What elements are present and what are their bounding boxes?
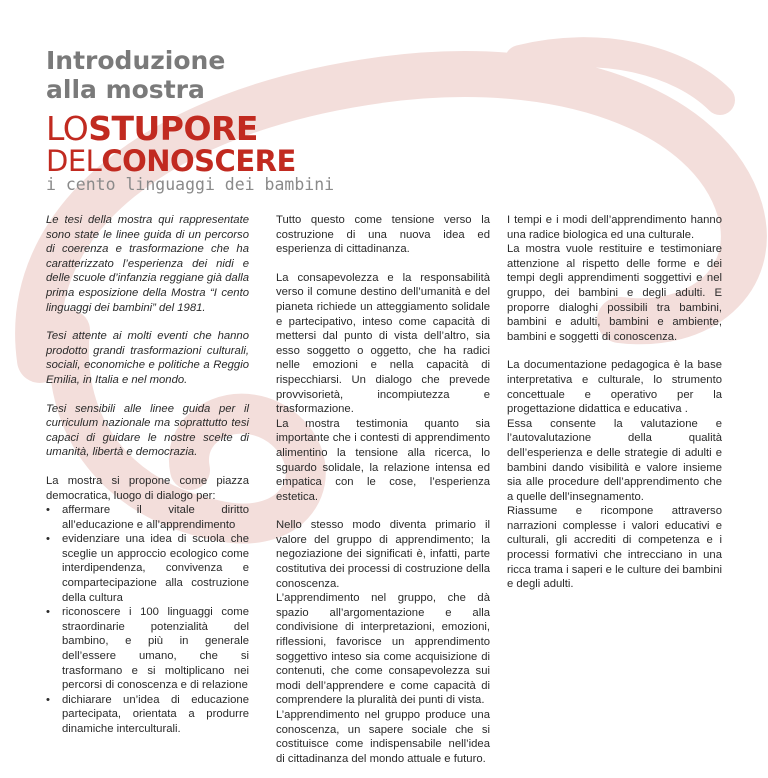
text-column-3 xyxy=(507,213,722,592)
italic-paragraph: Le tesi della mostra qui rappresentate sono state le linee guida di un percorso di coerenza e trasformazione che ha caratterizzato l’esperienza dei nidi e delle scuole d’infanzia reggiane già dalla prima esposizione della Mostra “I cento linguaggi dei bambini” del 1981. xyxy=(46,214,249,314)
text-column-2 xyxy=(276,213,490,766)
paragraph: Essa consente la valutazione e l’autovalutazione della qualità dell’esperienza e delle strategie di adulti e bambini dando visibilità e valore insieme sia alle procedure dell’apprendimento che a quelle dell’insegnamento. xyxy=(507,417,722,503)
italic-paragraph: Tesi attente ai molti eventi che hanno prodotto grandi trasformazioni culturali, sociali, economiche e politiche a Reggio Emilia, in Italia e nel mondo. xyxy=(46,330,249,386)
logo-line-2 xyxy=(46,146,334,176)
list-intro: La mostra si propone come piazza democratica, luogo di dialogo per: xyxy=(46,474,249,502)
paragraph: L’apprendimento nel gruppo, che dà spazio all’argomentazione e alla condivisione di interpretazioni, emozioni, riflessioni, favorisce un apprendimento soggettivo inteso sia come acquisizione di contenuti, che come consapevolezza sui modi dell’apprendere e come capacità di comprendere la pluralità dei punti di vista. xyxy=(276,592,490,707)
paragraph: La mostra testimonia quanto sia importante che i contesti di apprendimento alimentino la tensione alla ricerca, lo sguardo solidale, la relazione intensa ed empatica con le cose, l’esperienza estetica. xyxy=(276,417,490,503)
paragraph: L’apprendimento nel gruppo produce una conoscenza, un sapere sociale che si costituisce come indispensabile nell’idea di cittadinanza del mondo attuale e futuro. xyxy=(276,709,490,765)
list-item: • riconoscere i 100 linguaggi come straordinarie potenzialità del bambino, e più in generale dell’essere umano, che si trasformano e si moltiplicano nei percorsi di conoscenza e di relazione xyxy=(46,605,249,693)
logo-line-1 xyxy=(46,109,334,148)
paragraph: I tempi e i modi dell’apprendimento hanno una radice biologica ed una culturale. xyxy=(507,214,722,241)
exhibition-logo xyxy=(46,109,335,194)
intro-title-line-1: Introduzione xyxy=(46,46,226,75)
paragraph: La mostra vuole restituire e testimoniare attenzione al rispetto delle forme e dei tempi degli apprendimenti soggettivi e nel gruppo, dei bambini e degli adulti. E proporre dialoghi possibili tra bambini, bambini e adulti, bambini e ambiente, bambini e soggetti di conoscenza. xyxy=(507,243,722,343)
paragraph: Nello stesso modo diventa primario il valore del gruppo di apprendimento; la negoziazione dei significati è, infatti, parte costitutiva dei processi di costruzione della conoscenza. xyxy=(276,519,490,590)
intro-title-line-2: alla mostra xyxy=(46,75,205,104)
paragraph: La consapevolezza e la responsabilità verso il comune destino dell’umanità e del pianeta richiede un atteggiamento solidale e partecipativo, inteso come capacità di mettersi dal punto di vista dell’altro, sia esso soggetto o oggetto, che ha radici nelle emozioni e nella capacità di rispecchiarsi. Un dialogo che prevede provvisorietà, incompiutezza e trasformazione. xyxy=(276,271,490,416)
paragraph: Tutto questo come tensione verso la costruzione di una nuova idea ed esperienza di cittadinanza. xyxy=(276,214,490,256)
paragraph: Riassume e ricompone attraverso narrazioni complesse i valori educativi e culturali, gli accrediti di competenza e i processi formativi che intrecciano in una ricca trama i saperi e le culture dei bambini e degli adulti. xyxy=(507,505,722,591)
logo-stupore: STUPORE xyxy=(88,109,258,148)
list-item: • affermare il vitale diritto all’educazione e all’apprendimento xyxy=(46,503,249,532)
logo-del: DEL xyxy=(46,144,102,178)
list-item: • evidenziare una idea di scuola che sceglie un approccio ecologico come interdipendenza, convivenza e compartecipazione alla costruzione della cultura xyxy=(46,532,249,605)
italic-paragraph: Tesi sensibili alle linee guida per il curriculum nazionale ma soprattutto tesi capaci di guidare le nostre scelte di umanità, libertà e democrazia. xyxy=(46,402,249,459)
logo-conoscere: CONOSCERE xyxy=(101,144,296,178)
bullet-list xyxy=(46,503,249,737)
logo-subtitle: i cento linguaggi dei bambini xyxy=(46,175,335,194)
logo-lo: LO xyxy=(46,109,89,148)
list-item: • dichiarare un’idea di educazione partecipata, orientata a produrre dinamiche interculturali. xyxy=(46,693,249,737)
text-column-1 xyxy=(46,213,249,737)
paragraph: La documentazione pedagogica è la base interpretativa e culturale, lo strumento concettuale e operativo per la progettazione didattica e educativa . xyxy=(507,359,722,416)
intro-title xyxy=(46,46,225,104)
